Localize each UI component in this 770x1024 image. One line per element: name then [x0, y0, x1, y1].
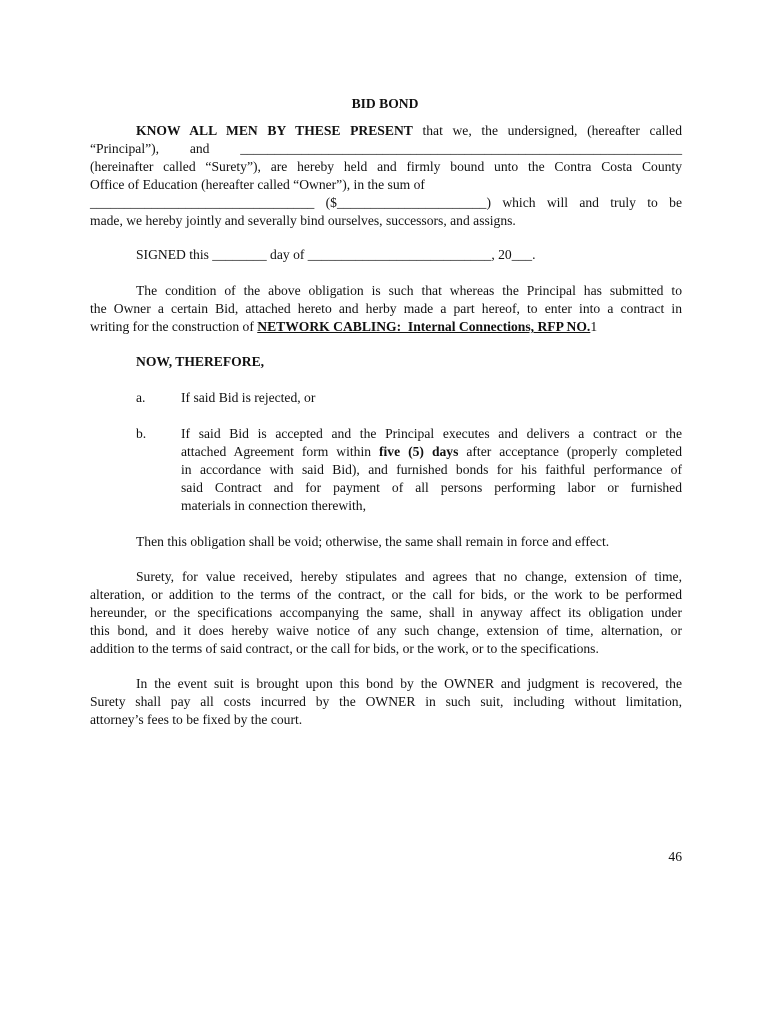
suit-line-1: In the event suit is brought upon this bond by the OWNER and judgment is recovered, the	[136, 676, 682, 691]
item-b-line-1: If said Bid is accepted and the Principal executes and delivers a contract or the	[181, 426, 682, 441]
condition-line-3-post: 1	[590, 319, 598, 334]
surety-line-3: hereunder, or the specifications accompanying the same, shall in anyway affect its obligation under	[90, 605, 682, 620]
item-b-line-2-post: after acceptance (properly completed	[458, 444, 682, 459]
opening-lead-rest: that we, the undersigned, (hereafter called	[412, 123, 682, 138]
item-a-label: a.	[136, 390, 146, 405]
condition-line-3	[90, 318, 597, 336]
project-name: NETWORK CABLING: Internal Connections, RFP NO.	[257, 319, 591, 334]
item-b-line-2	[181, 443, 682, 461]
surety-line-5: addition to the terms of said contract, or the call for bids, or the work, or to the specifications.	[90, 641, 599, 656]
item-b-line-2-pre: attached Agreement form within	[181, 444, 379, 459]
opening-line-5: _________________________________ ($______________________) which will and truly to be	[90, 195, 682, 210]
opening-line-6: made, we hereby jointly and severally bind ourselves, successors, and assigns.	[90, 213, 516, 228]
item-b-line-5: materials in connection therewith,	[181, 498, 366, 513]
surety-line-1: Surety, for value received, hereby stipulates and agrees that no change, extension of time,	[136, 569, 682, 584]
page-number: 46	[668, 849, 682, 864]
opening-lead-bold: KNOW ALL MEN BY THESE PRESENT	[136, 123, 413, 138]
item-b-line-3: in accordance with said Bid), and furnished bonds for his faithful performance of	[181, 462, 682, 477]
opening-line-1	[90, 122, 682, 140]
now-therefore-heading: NOW, THEREFORE,	[136, 354, 265, 369]
condition-line-1: The condition of the above obligation is such that whereas the Principal has submitted to	[136, 283, 682, 298]
signed-line: SIGNED this ________ day of ___________________________, 20___.	[136, 247, 536, 262]
suit-line-3: attorney’s fees to be fixed by the court.	[90, 712, 303, 727]
five-days-term: five (5) days	[379, 444, 459, 459]
surety-line-2: alteration, or addition to the terms of the contract, or the call for bids, or the work to be performed	[90, 587, 682, 602]
opening-line-3: (hereinafter called “Surety”), are hereby held and firmly bound unto the Contra Costa County	[90, 159, 682, 174]
item-b-line-4: said Contract and for payment of all persons performing labor or furnished	[181, 480, 682, 495]
condition-line-2: the Owner a certain Bid, attached hereto and herby made a part hereof, to enter into a contract in	[90, 301, 682, 316]
void-clause: Then this obligation shall be void; otherwise, the same shall remain in force and effect.	[136, 534, 610, 549]
document-title: BID BOND	[351, 96, 419, 111]
condition-line-3-pre: writing for the construction of	[90, 319, 258, 334]
surety-line-4: this bond, and it does hereby waive notice of any such change, extension of time, alternation, or	[90, 623, 682, 638]
item-a-text: If said Bid is rejected, or	[181, 390, 316, 405]
suit-line-2: Surety shall pay all costs incurred by the OWNER in such suit, including without limitation,	[90, 694, 682, 709]
opening-line-2: “Principal”), and _________________________________________________________________	[90, 141, 682, 156]
item-b-label: b.	[136, 426, 147, 441]
opening-line-4: Office of Education (hereafter called “Owner”), in the sum of	[90, 177, 425, 192]
